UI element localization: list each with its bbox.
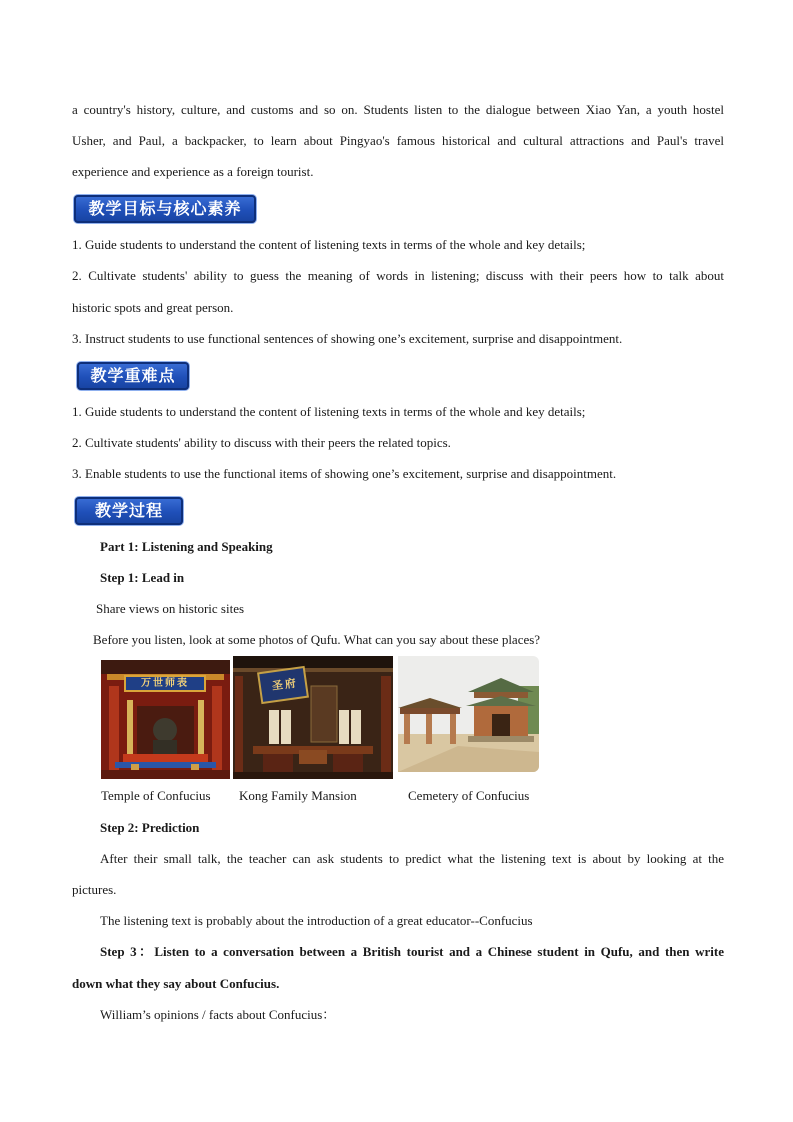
mansion-illustration bbox=[233, 656, 393, 779]
caption-cemetery: Cemetery of Confucius bbox=[408, 788, 530, 803]
cemetery-of-confucius-photo bbox=[398, 656, 539, 772]
step2-heading: Step 2: Prediction bbox=[100, 820, 200, 835]
keypoints-badge: 教学重难点 bbox=[77, 362, 189, 390]
predict-line-1: After their small talk, the teacher can ask students to predict what the listening text is about by looking at the bbox=[100, 851, 724, 866]
cemetery-illustration bbox=[398, 656, 539, 772]
objectives-badge: 教学目标与核心素养 bbox=[74, 195, 256, 223]
caption-mansion: Kong Family Mansion bbox=[239, 788, 357, 803]
before-listen-text: Before you listen, look at some photos of Qufu. What can you say about these places? bbox=[93, 632, 541, 647]
share-views-text: Share views on historic sites bbox=[96, 601, 245, 616]
step3-heading-line-2: down what they say about Confucius. bbox=[72, 976, 280, 991]
objective-item-2-line-2: historic spots and great person. bbox=[72, 300, 234, 315]
intro-line-3: experience and experience as a foreign tourist. bbox=[72, 164, 314, 179]
intro-line-2: Usher, and Paul, a backpacker, to learn about Pingyao's famous historical and cultural attractions and Paul's travel bbox=[72, 133, 724, 148]
objective-item-1: 1. Guide students to understand the content of listening texts in terms of the whole and key details; bbox=[72, 237, 586, 252]
temple-of-confucius-photo bbox=[101, 660, 230, 779]
step1-heading: Step 1: Lead in bbox=[100, 570, 185, 585]
caption-temple: Temple of Confucius bbox=[101, 788, 211, 803]
step3-heading-line-1: Step 3：Listen to a conversation between a British tourist and a Chinese student in Qufu, and then write bbox=[100, 944, 724, 959]
mansion-plaque-text: 圣府 bbox=[271, 676, 299, 693]
predict-line-2: pictures. bbox=[72, 882, 117, 897]
objective-item-2-line-1: 2. Cultivate students' ability to guess the meaning of words in listening; discuss with their peers how to talk about bbox=[72, 268, 724, 283]
process-badge: 教学过程 bbox=[75, 497, 183, 525]
objective-item-3: 3. Instruct students to use functional sentences of showing one’s excitement, surprise and disappointment. bbox=[72, 331, 623, 346]
keypoint-item-1: 1. Guide students to understand the content of listening texts in terms of the whole and key details; bbox=[72, 404, 586, 419]
part1-heading: Part 1: Listening and Speaking bbox=[100, 539, 273, 554]
intro-line-1: a country's history, culture, and customs and so on. Students listen to the dialogue between Xiao Yan, a youth hostel bbox=[72, 102, 724, 117]
william-opinions-text: William’s opinions / facts about Confucius： bbox=[100, 1007, 336, 1022]
probably-text: The listening text is probably about the introduction of a great educator--Confucius bbox=[100, 913, 533, 928]
keypoint-item-3: 3. Enable students to use the functional items of showing one’s excitement, surprise and disappointment. bbox=[72, 466, 617, 481]
temple-plaque-text: 万世师表 bbox=[141, 678, 189, 689]
keypoint-item-2: 2. Cultivate students' ability to discuss with their peers the related topics. bbox=[72, 435, 451, 450]
kong-family-mansion-photo bbox=[233, 656, 393, 779]
